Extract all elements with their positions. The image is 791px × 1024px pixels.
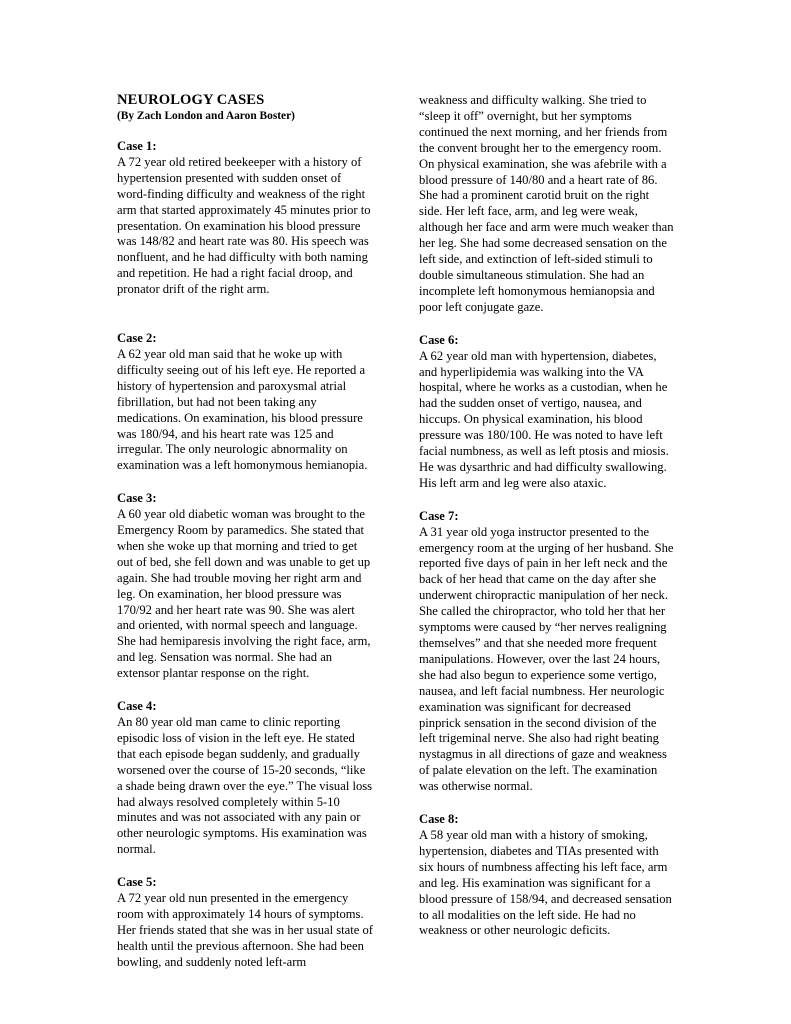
case-text: A 72 year old retired beekeeper with a history of hypertension presented with sudden onset of word-finding difficulty and weakness of the right arm that started approximately 45 minutes prior to presentation. On examination his blood pressure was 148/82 and heart rate was 80. His speech was nonfluent, and he had difficulty with both naming and repetition. He had a right facial droop, and pronator drift of the right arm. [117, 154, 371, 297]
case-5-continued [419, 93, 675, 316]
case-heading: Case 1: [117, 139, 157, 153]
case-text: An 80 year old man came to clinic reporting episodic loss of vision in the left eye. He stated that each episode began suddenly, and gradually worsened over the course of 15-20 seconds, “like a shade being drawn over the eye.” The visual loss had always resolved completely within 5-10 minutes and was not associated with any pain or other neurologic symptoms. His examination was normal. [117, 715, 373, 857]
document-byline: (By Zach London and Aaron Boster) [117, 110, 295, 122]
document-title: NEUROLOGY CASES [117, 92, 265, 108]
case-heading: Case 7: [419, 508, 459, 523]
case-heading: Case 4: [117, 699, 157, 714]
case-7 [419, 509, 675, 795]
case-text: A 62 year old man said that he woke up with difficulty seeing out of his left eye. He reported a history of hypertension and paroxysmal atrial fibrillation, but had not been taking any medications. On examination, his blood pressure was 180/94, and his heart rate was 125 and irregular. The only neurologic abnormality on examination was a left homonymous hemianopia. [117, 346, 368, 473]
case-heading: Case 2: [117, 331, 157, 346]
case-3 [117, 491, 373, 682]
case-1 [117, 139, 373, 298]
case-5 [117, 875, 373, 970]
case-heading: Case 5: [117, 875, 157, 890]
case-heading: Case 3: [117, 491, 157, 506]
case-4 [117, 699, 373, 858]
case-text: A 31 year old yoga instructor presented to the emergency room at the urging of her husband. She reported five days of pain in her left neck and the back of her head that came on the day after she underwent chiropractic manipulation of her neck. She called the chiropractor, who told her that her symptoms were caused by “her nerves realigning themselves” and that she needed more frequent manipulations. However, over the last 24 hours, she had also begun to experience some vertigo, nausea, and left facial numbness. Her neurologic examination was significant for decreased pinprick sensation in the second division of the left trigeminal nerve. She also had right beating nystagmus in all directions of gaze and weakness of palate elevation on the left. The examination was otherwise normal. [419, 524, 674, 794]
case-text: A 72 year old nun presented in the emergency room with approximately 14 hours of symptoms. Her friends stated that she was in her usual state of health until the previous afternoon. She had been bowling, and suddenly noted left-arm [117, 891, 373, 969]
case-heading: Case 8: [419, 812, 459, 827]
case-text-continuation: weakness and difficulty walking. She tried to “sleep it off” overnight, but her symptoms continued the next morning, and her friends from the convent brought her to the emergency room. On physical examination, she was afebrile with a blood pressure of 140/80 and a heart rate of 86. She had a prominent carotid bruit on the right side. Her left face, arm, and leg were weak, although her face and arm were much weaker than her leg. She had some decreased sensation on the left side, and extinction of left-sided stimuli to double simultaneous stimulation. She had an incomplete left homonymous hemianopsia and poor left conjugate gaze. [419, 93, 674, 314]
case-6 [419, 333, 675, 492]
left-column [117, 92, 373, 971]
case-2 [117, 331, 373, 474]
right-column [419, 93, 675, 939]
case-heading: Case 6: [419, 332, 459, 347]
case-text: A 58 year old man with a history of smoking, hypertension, diabetes and TIAs presented with six hours of numbness affecting his left face, arm and leg. His examination was significant for a blood pressure of 158/94, and decreased sensation to all modalities on the left side. He had no weakness or other neurologic deficits. [419, 827, 672, 938]
case-8 [419, 812, 675, 939]
case-text: A 60 year old diabetic woman was brought to the Emergency Room by paramedics. She stated that when she woke up that morning and tried to get out of bed, she fell down and was unable to get up again. She had trouble moving her right arm and leg. On examination, her blood pressure was 170/92 and her heart rate was 90. She was alert and oriented, with normal speech and language. She had hemiparesis involving the right face, arm, and leg. Sensation was normal. She had an extensor plantar response on the right. [117, 507, 371, 681]
case-text: A 62 year old man with hypertension, diabetes, and hyperlipidemia was walking into the VA hospital, where he works as a custodian, when he had the sudden onset of vertigo, nausea, and hiccups. On physical examination, his blood pressure was 180/100. He was noted to have left facial numbness, as well as left ptosis and miosis. He was dysarthric and had difficulty swallowing. His left arm and leg were also ataxic. [419, 348, 669, 490]
